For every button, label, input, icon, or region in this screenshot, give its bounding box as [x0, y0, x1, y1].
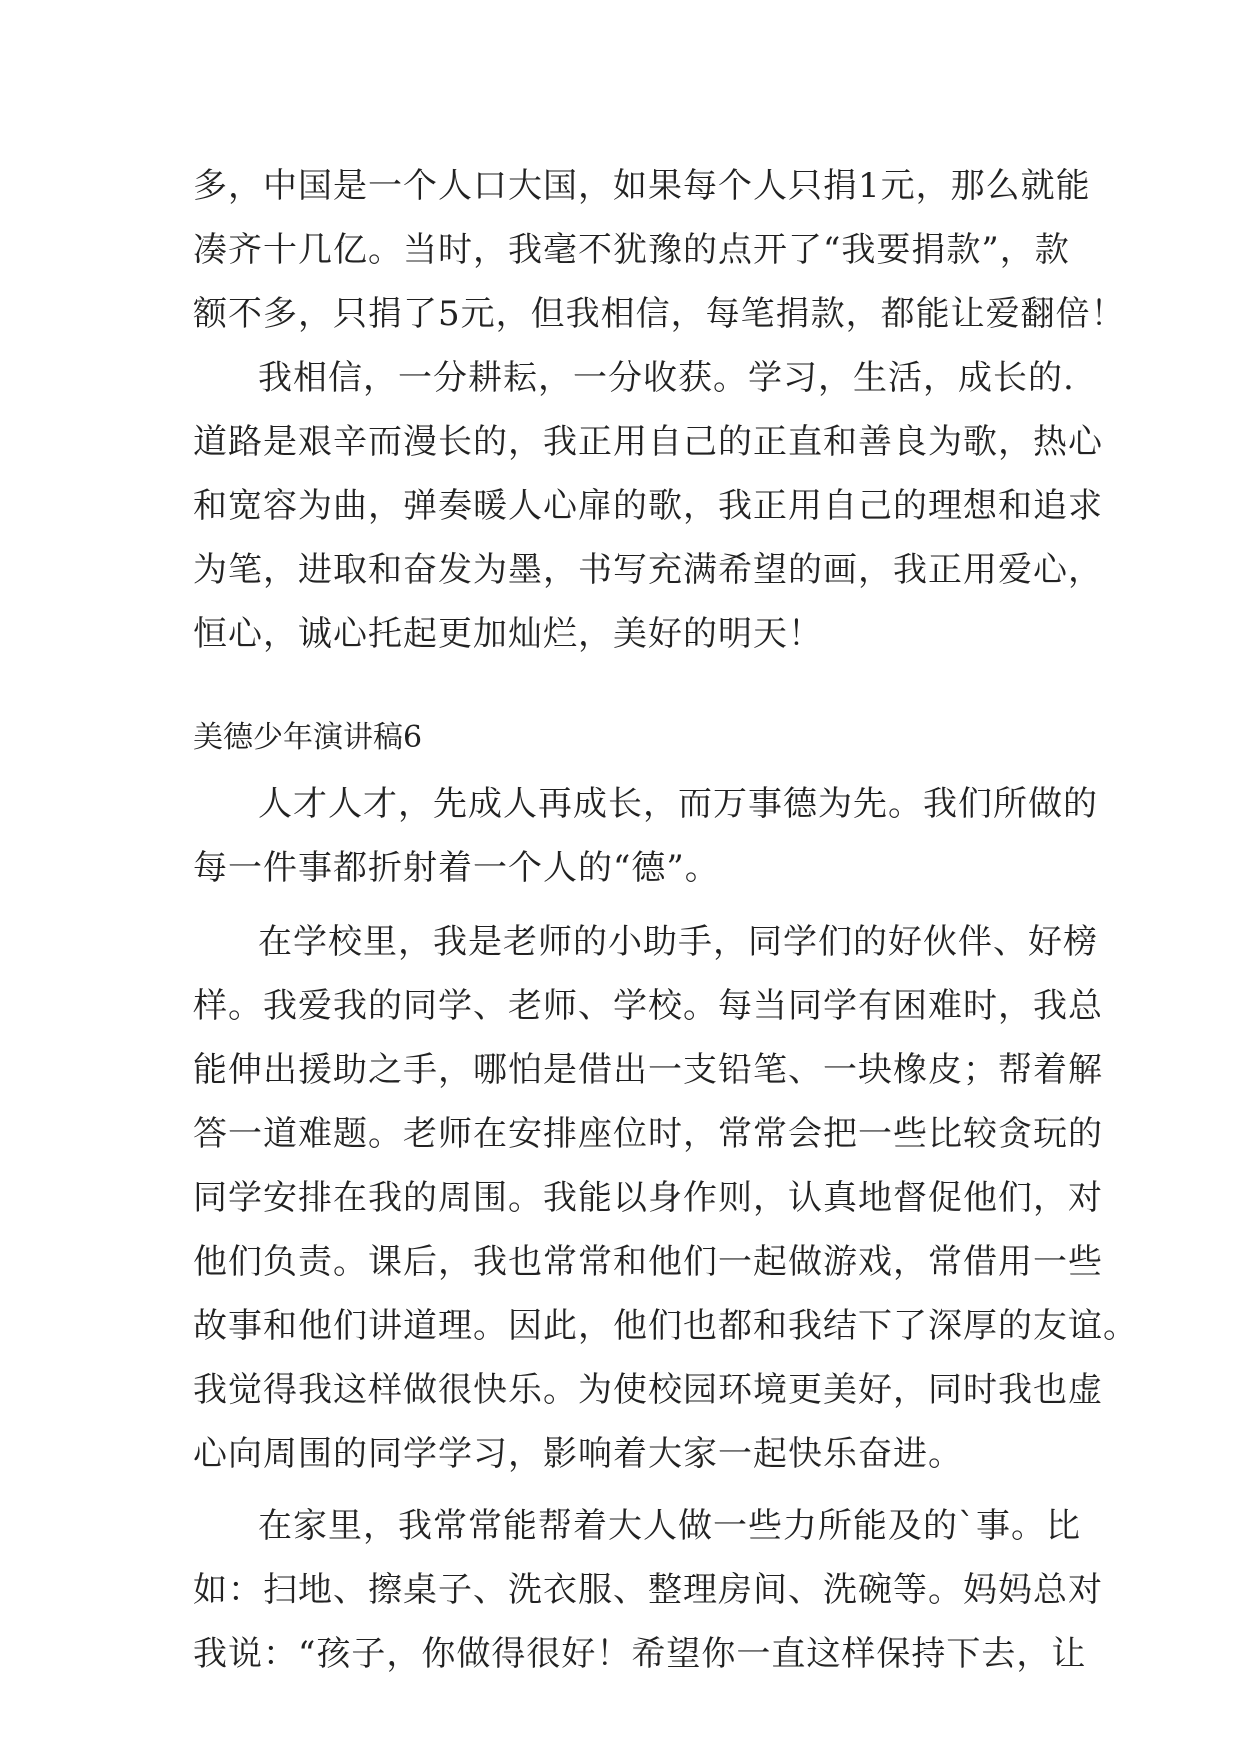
- text-line: 每一件事都折射着一个人的“德”。: [193, 848, 720, 888]
- text-line: 我觉得我这样做很快乐。为使校园环境更美好，同时我也虚: [193, 1370, 1103, 1410]
- section-heading: 美德少年演讲稿6: [193, 720, 423, 755]
- text-line: 答一道难题。老师在安排座位时，常常会把一些比较贪玩的: [193, 1114, 1103, 1154]
- text-line: 多，中国是一个人口大国，如果每个人只捐1元，那么就能: [193, 166, 1091, 206]
- paragraph-first-line: 我相信，一分耕耘，一分收获。学习，生活，成长的.: [258, 358, 1075, 398]
- text-line: 恒心，诚心托起更加灿烂，美好的明天！: [193, 614, 823, 654]
- text-line: 他们负责。课后，我也常常和他们一起做游戏，常借用一些: [193, 1242, 1103, 1282]
- text-line: 同学安排在我的周围。我能以身作则，认真地督促他们，对: [193, 1178, 1103, 1218]
- paragraph-first-line: 人才人才，先成人再成长，而万事德为先。我们所做的: [258, 784, 1098, 824]
- text-line: 故事和他们讲道理。因此，他们也都和我结下了深厚的友谊。: [193, 1306, 1138, 1346]
- text-line: 和宽容为曲，弹奏暖人心扉的歌，我正用自己的理想和追求: [193, 486, 1103, 526]
- text-line: 道路是艰辛而漫长的，我正用自己的正直和善良为歌，热心: [193, 422, 1103, 462]
- text-line: 如：扫地、擦桌子、洗衣服、整理房间、洗碗等。妈妈总对: [193, 1570, 1103, 1610]
- text-line: 心向周围的同学学习，影响着大家一起快乐奋进。: [193, 1434, 963, 1474]
- text-line: 额不多，只捐了5元，但我相信，每笔捐款，都能让爱翻倍！: [193, 294, 1126, 334]
- text-line: 能伸出援助之手，哪怕是借出一支铅笔、一块橡皮；帮着解: [193, 1050, 1103, 1090]
- paragraph-first-line: 在学校里，我是老师的小助手，同学们的好伙伴、好榜: [258, 922, 1098, 962]
- text-line: 凑齐十几亿。当时，我毫不犹豫的点开了“我要捐款”，款: [193, 230, 1070, 270]
- text-line: 我说：“孩子，你做得很好！希望你一直这样保持下去，让: [193, 1634, 1087, 1674]
- paragraph-first-line: 在家里，我常常能帮着大人做一些力所能及的`事。比: [258, 1506, 1081, 1546]
- text-line: 为笔，进取和奋发为墨，书写充满希望的画，我正用爱心，: [193, 550, 1103, 590]
- text-line: 样。我爱我的同学、老师、学校。每当同学有困难时，我总: [193, 986, 1103, 1026]
